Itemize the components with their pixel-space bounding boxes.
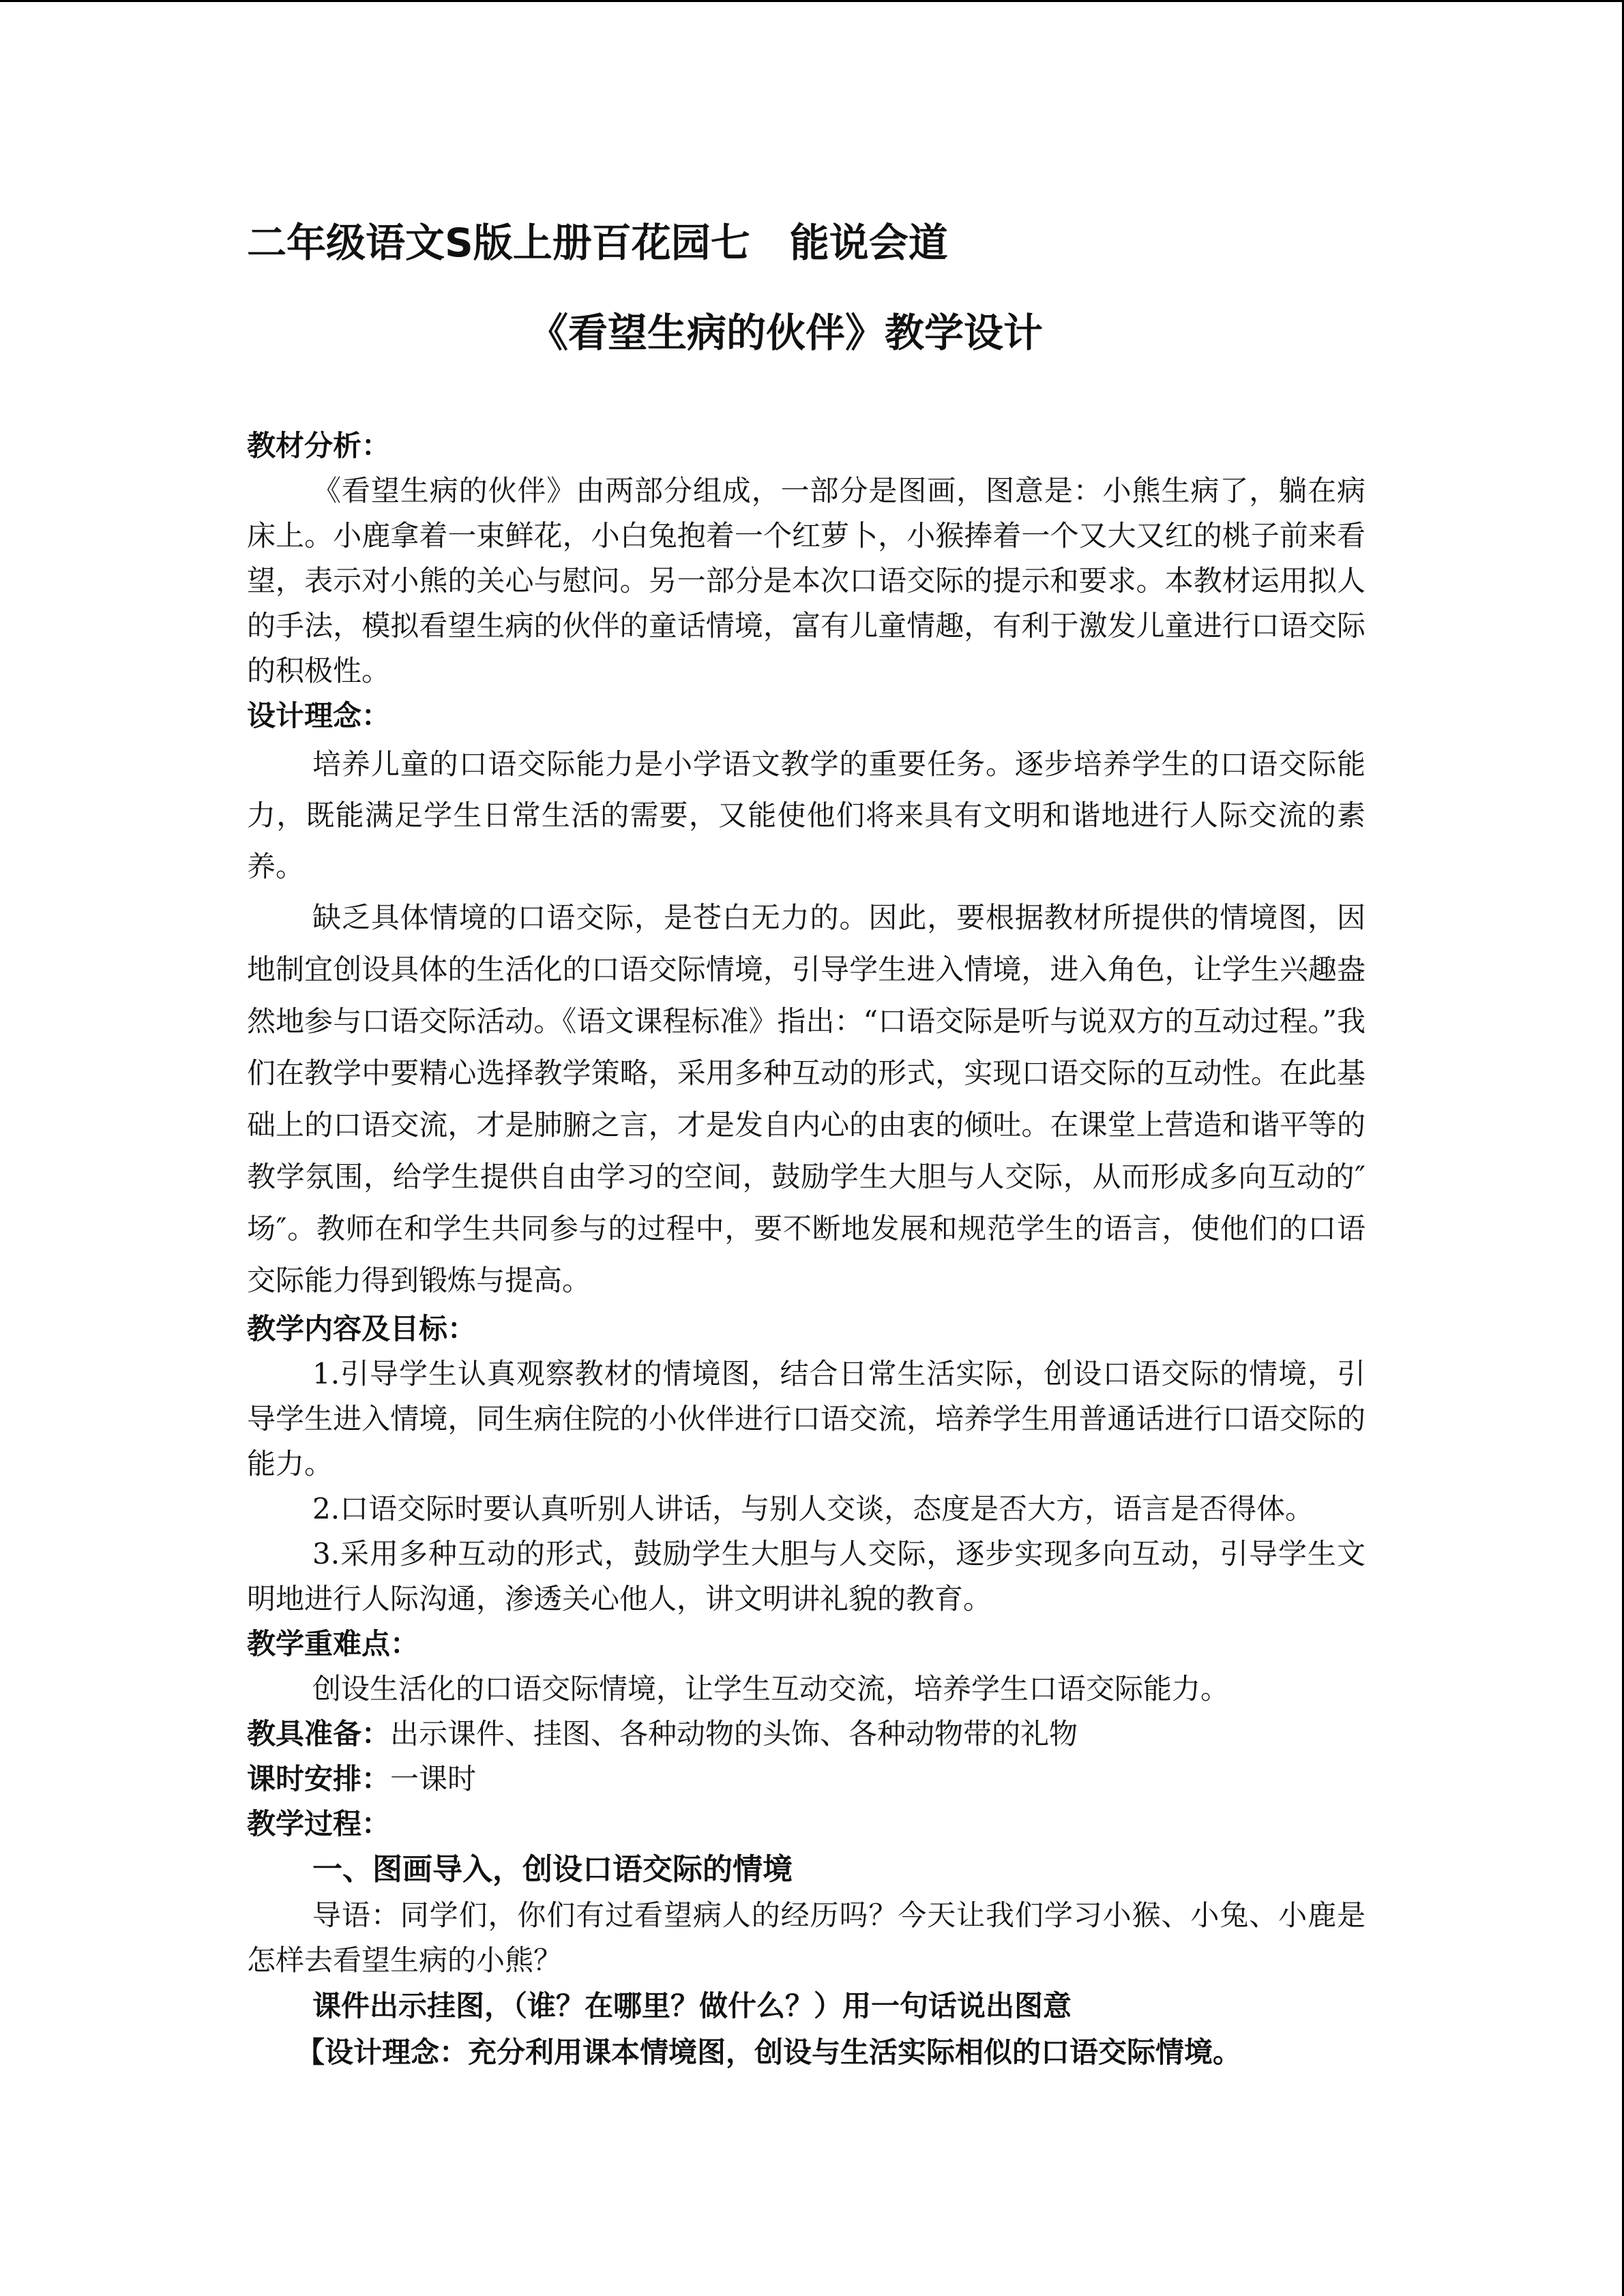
document-title-line2: 《看望生病的伙伴》教学设计 — [528, 310, 1043, 356]
key-points-paragraph: 创设生活化的口语交际情境，让学生互动交流，培养学生口语交际能力。 — [312, 1672, 1230, 1705]
schedule-line — [247, 1757, 1365, 1802]
schedule-text: 一课时 — [390, 1762, 477, 1795]
heading-concept: 设计理念： — [247, 699, 391, 732]
heading-objectives: 教学内容及目标： — [247, 1312, 477, 1345]
process-step1-intro: 导语：同学们，你们有过看望病人的经历吗？今天让我们学习小猴、小兔、小鹿是怎样去看望生病的小熊？ — [247, 1898, 1365, 1977]
schedule-label: 课时安排： — [247, 1762, 391, 1795]
heading-process: 教学过程： — [247, 1807, 391, 1840]
materials-label: 教具准备： — [247, 1717, 391, 1750]
process-step1-title: 一、图画导入，创设口语交际的情境 — [312, 1852, 793, 1887]
document-title-line1: 二年级语文S版上册百花园七 能说会道 — [247, 220, 948, 266]
concept-paragraph-1: 培养儿童的口语交际能力是小学语文教学的重要任务。逐步培养学生的口语交际能力，既能满足学生日常生活的需要，又能使他们将来具有文明和谐地进行人际交流的素养。 — [247, 747, 1365, 883]
materials-line — [247, 1712, 1365, 1757]
heading-analysis: 教材分析： — [247, 429, 391, 462]
objective-item-2: 2.口语交际时要认真听别人讲话，与别人交谈，态度是否大方，语言是否得体。 — [312, 1492, 1314, 1525]
analysis-paragraph: 《看望生病的伙伴》由两部分组成，一部分是图画，图意是：小熊生病了，躺在病床上。小鹿拿着一束鲜花，小白兔抱着一个红萝卜，小猴捧着一个又大又红的桃子前来看望，表示对小熊的关心与慰问。另一部分是本次口语交际的提示和要求。本教材运用拟人的手法，模拟看望生病的伙伴的童话情境，富有儿童情趣，有利于激发儿童进行口语交际的积极性。 — [247, 474, 1365, 687]
process-step1-note: 【设计理念：充分利用课本情境图，创设与生活实际相似的口语交际情境。 — [296, 2036, 1242, 2069]
objective-item-3: 3.采用多种互动的形式，鼓励学生大胆与人交际，逐步实现多向互动，引导学生文明地进行人际沟通，渗透关心他人，讲文明讲礼貌的教育。 — [247, 1537, 1365, 1615]
materials-text: 出示课件、挂图、各种动物的头饰、各种动物带的礼物 — [390, 1717, 1078, 1750]
process-step1-task: 课件出示挂图，（谁？在哪里？做什么？）用一句话说出图意 — [312, 1989, 1072, 2023]
document-body — [247, 212, 1365, 2076]
objective-item-1: 1.引导学生认真观察教材的情境图，结合日常生活实际，创设口语交际的情境，引导学生进入情境，同生病住院的小伙伴进行口语交流，培养学生用普通话进行口语交际的能力。 — [247, 1357, 1365, 1480]
heading-key-points: 教学重难点： — [247, 1627, 419, 1660]
concept-paragraph-2: 缺乏具体情境的口语交际，是苍白无力的。因此，要根据教材所提供的情境图，因地制宜创设具体的生活化的口语交际情境，引导学生进入情境，进入角色，让学生兴趣盎然地参与口语交际活动。《语文课程标准》指出：“口语交际是听与说双方的互动过程。”我们在教学中要精心选择教学策略，采用多种互动的形式，实现口语交际的互动性。在此基础上的口语交流，才是肺腑之言，才是发自内心的由衷的倾吐。在课堂上营造和谐平等的教学氛围，给学生提供自由学习的空间，鼓励学生大胆与人交际，从而形成多向互动的″场″。教师在和学生共同参与的过程中，要不断地发展和规范学生的语言，使他们的口语交际能力得到锻炼与提高。 — [247, 901, 1365, 1297]
